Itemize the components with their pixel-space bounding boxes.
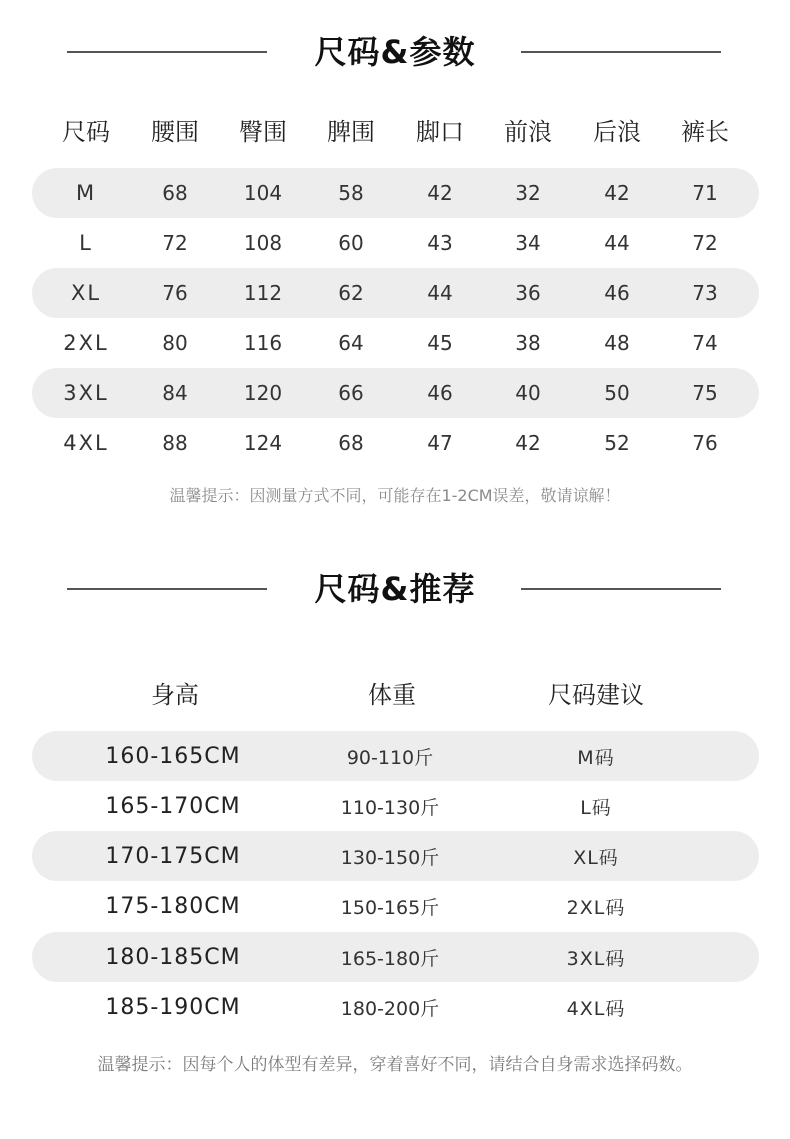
size-suggestion-cell: XL码 bbox=[573, 846, 619, 869]
table-row bbox=[32, 368, 759, 418]
table-row bbox=[32, 268, 759, 318]
waist-cell: 76 bbox=[162, 281, 188, 305]
size-cell: XL bbox=[70, 281, 102, 305]
height-cell: 175-180CM bbox=[105, 893, 241, 919]
size-suggestion-cell: 3XL码 bbox=[566, 947, 626, 970]
column-header-size-suggestion: 尺码建议 bbox=[548, 680, 644, 709]
size-suggestion-cell: 4XL码 bbox=[566, 997, 626, 1020]
front-rise-cell: 34 bbox=[515, 231, 541, 255]
size-cell: L bbox=[79, 231, 93, 255]
leg-opening-cell: 46 bbox=[427, 381, 453, 405]
size-cell: 2XL bbox=[63, 331, 109, 355]
title-rule-right bbox=[521, 51, 721, 53]
back-rise-cell: 44 bbox=[604, 231, 630, 255]
table-row bbox=[32, 418, 759, 468]
hip-cell: 124 bbox=[243, 431, 283, 455]
column-header-thigh: 脾围 bbox=[327, 117, 375, 146]
weight-cell: 180-200斤 bbox=[340, 997, 440, 1020]
thigh-cell: 62 bbox=[338, 281, 364, 305]
waist-cell: 68 bbox=[162, 181, 188, 205]
hip-cell: 104 bbox=[243, 181, 283, 205]
size-params-title: 尺码&参数 bbox=[314, 33, 476, 71]
weight-cell: 90-110斤 bbox=[346, 746, 434, 769]
length-cell: 72 bbox=[692, 231, 718, 255]
size-params-table-header bbox=[32, 104, 759, 154]
size-cell: M bbox=[75, 181, 97, 205]
length-cell: 71 bbox=[692, 181, 718, 205]
leg-opening-cell: 44 bbox=[427, 281, 453, 305]
leg-opening-cell: 47 bbox=[427, 431, 453, 455]
size-recommend-note: 温馨提示：因每个人的体型有差异，穿着喜好不同，请结合自身需求选择码数。 bbox=[97, 1055, 693, 1075]
column-header-length: 裤长 bbox=[681, 117, 729, 146]
back-rise-cell: 50 bbox=[604, 381, 630, 405]
hip-cell: 120 bbox=[243, 381, 283, 405]
front-rise-cell: 40 bbox=[515, 381, 541, 405]
leg-opening-cell: 43 bbox=[427, 231, 453, 255]
title-rule-right bbox=[521, 588, 721, 590]
size-cell: 4XL bbox=[63, 431, 109, 455]
size-recommend-header bbox=[0, 559, 790, 619]
table-row bbox=[32, 781, 759, 831]
size-cell: 3XL bbox=[63, 381, 109, 405]
thigh-cell: 58 bbox=[338, 181, 364, 205]
size-recommend-title: 尺码&推荐 bbox=[314, 570, 476, 608]
column-header-back-rise: 后浪 bbox=[593, 117, 641, 146]
length-cell: 75 bbox=[692, 381, 718, 405]
size-recommend-table-header bbox=[32, 667, 759, 717]
thigh-cell: 64 bbox=[338, 331, 364, 355]
column-header-height: 身高 bbox=[151, 680, 199, 709]
table-row bbox=[32, 932, 759, 982]
hip-cell: 108 bbox=[243, 231, 283, 255]
height-cell: 160-165CM bbox=[105, 743, 241, 769]
weight-cell: 150-165斤 bbox=[340, 896, 440, 919]
back-rise-cell: 46 bbox=[604, 281, 630, 305]
table-row bbox=[32, 831, 759, 881]
column-header-front-rise: 前浪 bbox=[504, 117, 552, 146]
length-cell: 74 bbox=[692, 331, 718, 355]
table-row bbox=[32, 731, 759, 781]
waist-cell: 72 bbox=[162, 231, 188, 255]
table-row bbox=[32, 168, 759, 218]
weight-cell: 165-180斤 bbox=[340, 947, 440, 970]
weight-cell: 110-130斤 bbox=[340, 796, 440, 819]
leg-opening-cell: 42 bbox=[427, 181, 453, 205]
title-rule-left bbox=[67, 51, 267, 53]
table-row bbox=[32, 982, 759, 1032]
length-cell: 73 bbox=[692, 281, 718, 305]
thigh-cell: 66 bbox=[338, 381, 364, 405]
column-header-weight: 体重 bbox=[368, 680, 416, 709]
column-header-hip: 臀围 bbox=[239, 117, 287, 146]
front-rise-cell: 38 bbox=[515, 331, 541, 355]
back-rise-cell: 52 bbox=[604, 431, 630, 455]
title-rule-left bbox=[67, 588, 267, 590]
column-header-leg-opening: 脚口 bbox=[416, 117, 464, 146]
thigh-cell: 68 bbox=[338, 431, 364, 455]
weight-cell: 130-150斤 bbox=[340, 846, 440, 869]
front-rise-cell: 42 bbox=[515, 431, 541, 455]
column-header-waist: 腰围 bbox=[151, 117, 199, 146]
height-cell: 165-170CM bbox=[105, 793, 241, 819]
table-row bbox=[32, 318, 759, 368]
waist-cell: 84 bbox=[162, 381, 188, 405]
back-rise-cell: 42 bbox=[604, 181, 630, 205]
front-rise-cell: 36 bbox=[515, 281, 541, 305]
height-cell: 180-185CM bbox=[105, 944, 241, 970]
table-row bbox=[32, 881, 759, 931]
size-suggestion-cell: 2XL码 bbox=[566, 896, 626, 919]
column-header-size: 尺码 bbox=[62, 117, 110, 146]
back-rise-cell: 48 bbox=[604, 331, 630, 355]
front-rise-cell: 32 bbox=[515, 181, 541, 205]
hip-cell: 112 bbox=[243, 281, 283, 305]
size-params-header bbox=[0, 22, 790, 82]
waist-cell: 88 bbox=[162, 431, 188, 455]
thigh-cell: 60 bbox=[338, 231, 364, 255]
waist-cell: 80 bbox=[162, 331, 188, 355]
size-suggestion-cell: M码 bbox=[577, 746, 615, 769]
table-row bbox=[32, 218, 759, 268]
leg-opening-cell: 45 bbox=[427, 331, 453, 355]
hip-cell: 116 bbox=[243, 331, 283, 355]
size-params-note: 温馨提示：因测量方式不同，可能存在1-2CM误差，敬请谅解！ bbox=[169, 486, 621, 505]
size-suggestion-cell: L码 bbox=[580, 796, 612, 819]
length-cell: 76 bbox=[692, 431, 718, 455]
height-cell: 185-190CM bbox=[105, 994, 241, 1020]
height-cell: 170-175CM bbox=[105, 843, 241, 869]
